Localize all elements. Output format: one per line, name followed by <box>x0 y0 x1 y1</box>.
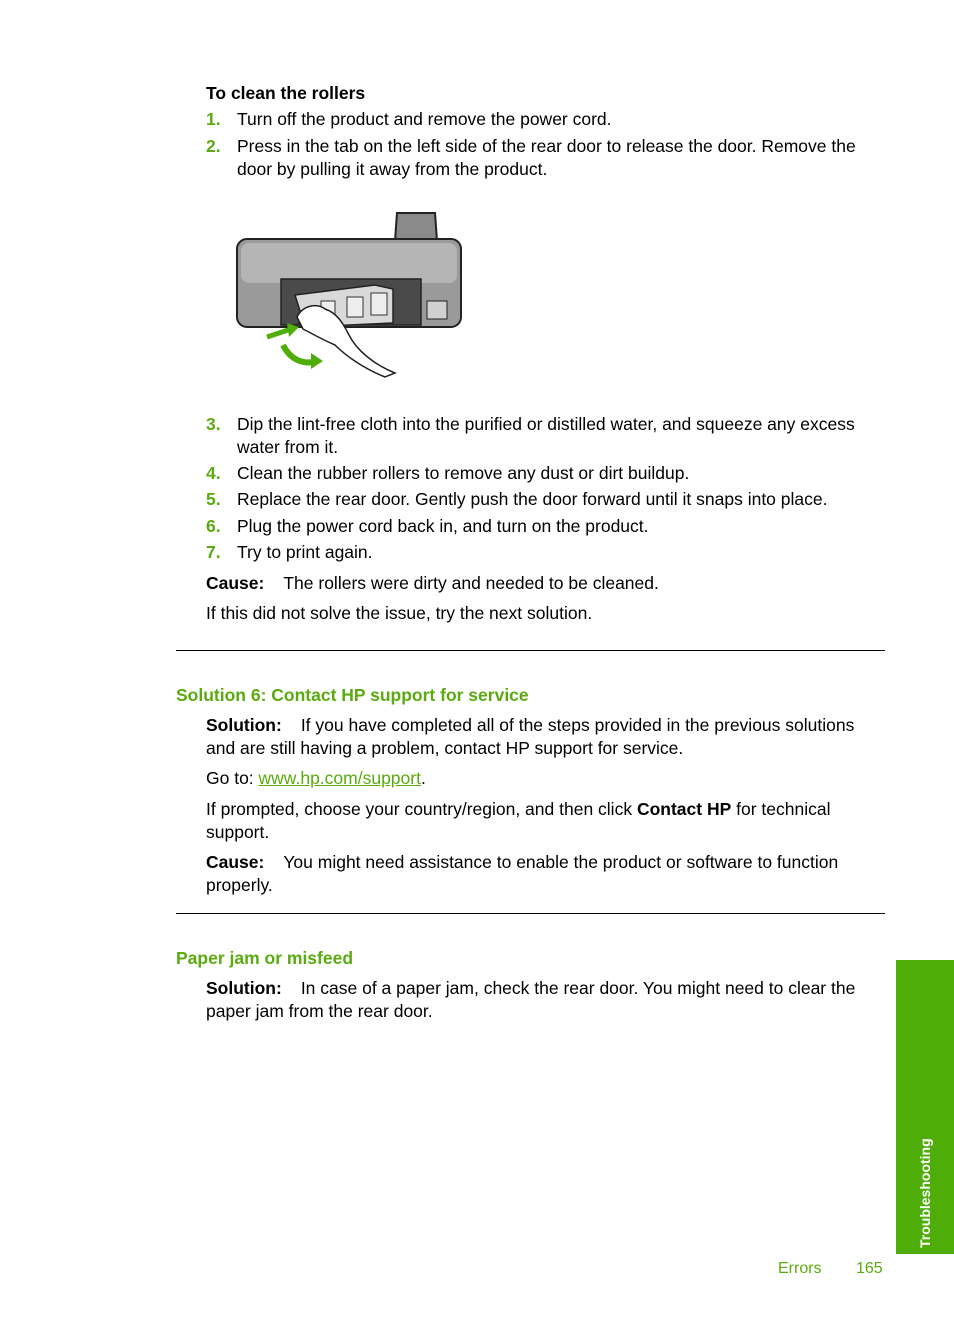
cause-text: The rollers were dirty and needed to be cleaned. <box>283 573 659 593</box>
step-text: Press in the tab on the left side of the rear door to release the door. Remove the door by pulling it away from the product. <box>237 136 856 179</box>
section-title: To clean the rollers <box>206 83 366 103</box>
step-text: Dip the lint-free cloth into the purified or distilled water, and squeeze any excess water from it. <box>237 414 855 457</box>
cause-text: You might need assistance to enable the product or software to function properly. <box>206 852 839 895</box>
solution6-paragraph <box>206 714 886 760</box>
page-number: 165 <box>856 1260 883 1277</box>
paper-jam-heading: Paper jam or misfeed <box>176 948 354 968</box>
goto-paragraph <box>206 767 886 790</box>
solution6-heading: Solution 6: Contact HP support for service <box>176 685 529 705</box>
section-side-tab <box>896 960 954 1254</box>
step-text: Plug the power cord back in, and turn on the product. <box>237 516 649 536</box>
step-number: 2. <box>206 136 221 156</box>
step-number: 3. <box>206 414 221 434</box>
step-text: Try to print again. <box>237 542 373 562</box>
goto-suffix: . <box>420 768 426 788</box>
footer-section: Errors <box>778 1260 822 1277</box>
divider <box>176 913 885 914</box>
cause-paragraph <box>206 572 886 595</box>
step-number: 5. <box>206 489 221 509</box>
hp-support-link[interactable]: www.hp.com/support <box>258 768 421 788</box>
contact-hp-label: Contact HP <box>636 799 732 819</box>
printer-rear-door-illustration <box>225 205 475 380</box>
step-text: Turn off the product and remove the power cord. <box>237 109 612 129</box>
cause-label: Cause: <box>206 573 265 593</box>
solution-label: Solution: <box>206 715 282 735</box>
cause-paragraph <box>206 851 886 897</box>
step-number: 4. <box>206 463 221 483</box>
step-number: 1. <box>206 109 221 129</box>
step-text: Clean the rubber rollers to remove any dust or dirt buildup. <box>237 463 690 483</box>
cause-label: Cause: <box>206 852 265 872</box>
next-solution-text: If this did not solve the issue, try the next solution. <box>206 603 593 623</box>
step-text: Replace the rear door. Gently push the door forward until it snaps into place. <box>237 489 828 509</box>
prompt-paragraph <box>206 798 886 844</box>
solution-label: Solution: <box>206 978 282 998</box>
prompt-prefix: If prompted, choose your country/region, and then click <box>206 799 637 819</box>
solution-text: In case of a paper jam, check the rear door. You might need to clear the paper jam from the rear door. <box>206 978 856 1021</box>
step-number: 6. <box>206 516 221 536</box>
side-tab-label: Troubleshooting <box>917 1138 933 1248</box>
prompt-suffix: for technical support. <box>206 799 831 842</box>
divider <box>176 650 885 651</box>
paper-jam-paragraph <box>206 977 886 1023</box>
solution-text: If you have completed all of the steps provided in the previous solutions and are still having a problem, contact HP support for service. <box>206 715 855 758</box>
step-number: 7. <box>206 542 221 562</box>
goto-prefix: Go to: <box>206 768 259 788</box>
